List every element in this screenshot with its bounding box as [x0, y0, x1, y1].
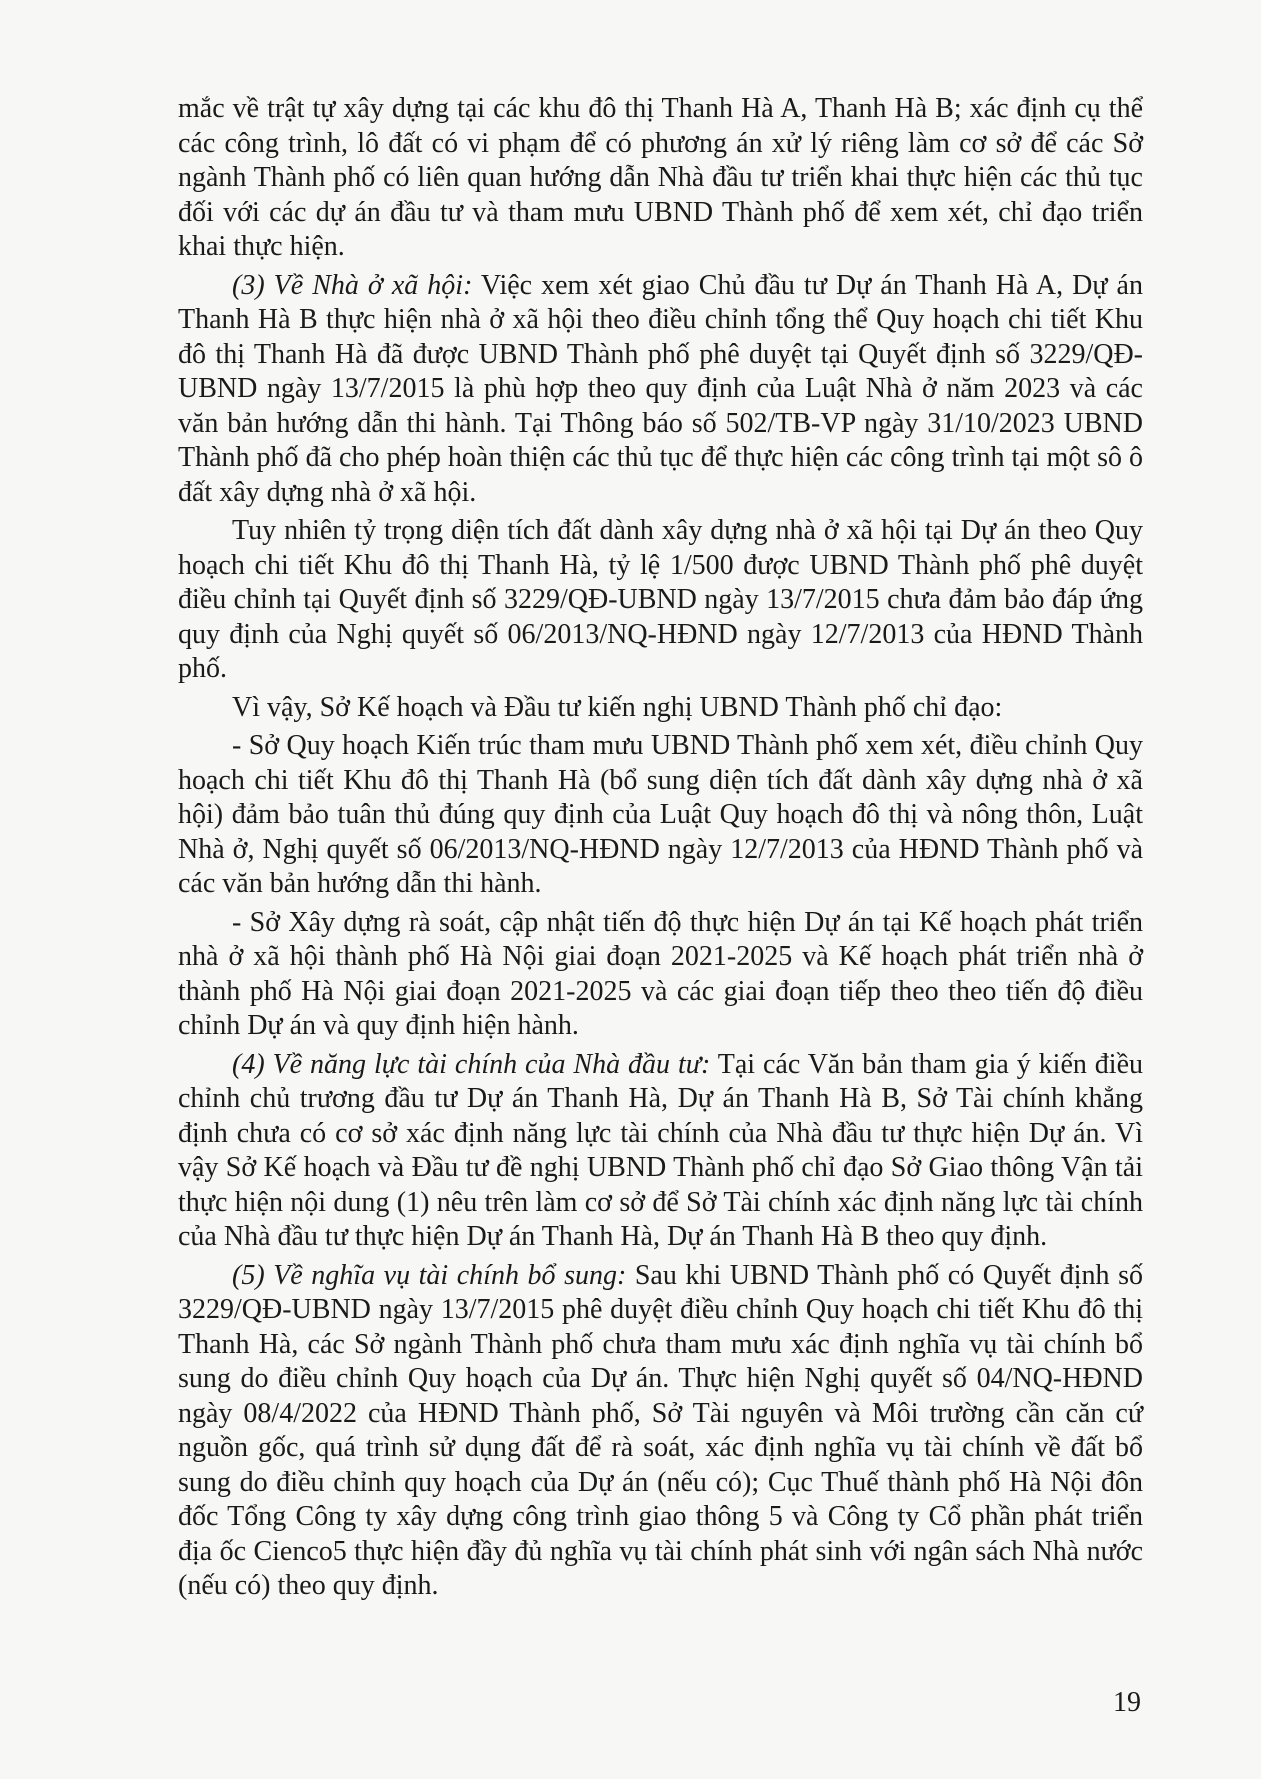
- section-heading-5: (5) Về nghĩa vụ tài chính bổ sung:: [232, 1259, 627, 1291]
- paragraph-text: Vì vậy, Sở Kế hoạch và Đầu tư kiến nghị UBND Thành phố chỉ đạo:: [232, 691, 1003, 723]
- page-number: 19: [1113, 1687, 1141, 1718]
- paragraph-recommendation-intro: [178, 691, 1143, 726]
- paragraph-land-ratio: [178, 514, 1143, 687]
- paragraph-text: - Sở Xây dựng rà soát, cập nhật tiến độ thực hiện Dự án tại Kế hoạch phát triển nhà ở xã hội thành phố Hà Nội giai đoạn 2021-2025 và Kế hoạch phát triển nhà ở thành phố Hà Nội giai đoạn 2021-2025 và các giai đoạn tiếp theo theo tiến độ điều chỉnh Dự án và quy định hiện hành.: [178, 906, 1143, 1041]
- paragraph-financial-obligation: [178, 1259, 1143, 1604]
- section-heading-3: (3) Về Nhà ở xã hội:: [232, 269, 473, 301]
- paragraph-continuation: [178, 92, 1143, 265]
- document-body: [178, 92, 1143, 1604]
- paragraph-text: Việc xem xét giao Chủ đầu tư Dự án Thanh Hà A, Dự án Thanh Hà B thực hiện nhà ở xã hội theo điều chỉnh tổng thể Quy hoạch chi tiết Khu đô thị Thanh Hà đã được UBND Thành phố phê duyệt tại Quyết định số 3229/QĐ-UBND ngày 13/7/2015 là phù hợp theo quy định của Luật Nhà ở năm 2023 và các văn bản hướng dẫn thi hành. Tại Thông báo số 502/TB-VP ngày 31/10/2023 UBND Thành phố đã cho phép hoàn thiện các thủ tục để thực hiện các công trình tại một sô ô đất xây dựng nhà ở xã hội.: [178, 269, 1143, 508]
- section-heading-4: (4) Về năng lực tài chính của Nhà đầu tư:: [232, 1048, 711, 1080]
- paragraph-text: Tuy nhiên tỷ trọng diện tích đất dành xây dựng nhà ở xã hội tại Dự án theo Quy hoạch chi tiết Khu đô thị Thanh Hà, tỷ lệ 1/500 được UBND Thành phố phê duyệt điều chỉnh tại Quyết định số 3229/QĐ-UBND ngày 13/7/2015 chưa đảm bảo đáp ứng quy định của Nghị quyết số 06/2013/NQ-HĐND ngày 12/7/2013 của HĐND Thành phố.: [178, 515, 1143, 684]
- paragraph-bullet-planning: [178, 729, 1143, 902]
- paragraph-social-housing: [178, 269, 1143, 511]
- paragraph-text: - Sở Quy hoạch Kiến trúc tham mưu UBND Thành phố xem xét, điều chỉnh Quy hoạch chi tiết Khu đô thị Thanh Hà (bổ sung diện tích đất dành xây dựng nhà ở xã hội) đảm bảo tuân thủ đúng quy định của Luật Quy hoạch đô thị và nông thôn, Luật Nhà ở, Nghị quyết số 06/2013/NQ-HĐND ngày 12/7/2013 của HĐND Thành phố và các văn bản hướng dẫn thi hành.: [178, 730, 1143, 899]
- paragraph-text: mắc về trật tự xây dựng tại các khu đô thị Thanh Hà A, Thanh Hà B; xác định cụ thể các công trình, lô đất có vi phạm để có phương án xử lý riêng làm cơ sở để các Sở ngành Thành phố có liên quan hướng dẫn Nhà đầu tư triển khai thực hiện các thủ tục đối với các dự án đầu tư và tham mưu UBND Thành phố để xem xét, chỉ đạo triển khai thực hiện.: [178, 93, 1143, 262]
- paragraph-text: Tại các Văn bản tham gia ý kiến điều chỉnh chủ trương đầu tư Dự án Thanh Hà, Dự án Thanh Hà B, Sở Tài chính khẳng định chưa có cơ sở xác định năng lực tài chính của Nhà đầu tư thực hiện Dự án. Vì vậy Sở Kế hoạch và Đầu tư đề nghị UBND Thành phố chỉ đạo Sở Giao thông Vận tải thực hiện nội dung (1) nêu trên làm cơ sở để Sở Tài chính xác định năng lực tài chính của Nhà đầu tư thực hiện Dự án Thanh Hà, Dự án Thanh Hà B theo quy định.: [178, 1048, 1144, 1252]
- paragraph-text: Sau khi UBND Thành phố có Quyết định số 3229/QĐ-UBND ngày 13/7/2015 phê duyệt điều chỉnh Quy hoạch chi tiết Khu đô thị Thanh Hà, các Sở ngành Thành phố chưa tham mưu xác định nghĩa vụ tài chính bổ sung do điều chỉnh Quy hoạch của Dự án. Thực hiện Nghị quyết số 04/NQ-HĐND ngày 08/4/2022 của HĐND Thành phố, Sở Tài nguyên và Môi trường cần căn cứ nguồn gốc, quá trình sử dụng đất để rà soát, xác định nghĩa vụ tài chính về đất bổ sung do điều chỉnh quy hoạch của Dự án (nếu có); Cục Thuế thành phố Hà Nội đôn đốc Tổng Công ty xây dựng công trình giao thông 5 và Công ty Cổ phần phát triển địa ốc Cienco5 thực hiện đầy đủ nghĩa vụ tài chính phát sinh với ngân sách Nhà nước (nếu có) theo quy định.: [178, 1259, 1143, 1601]
- paragraph-financial-capacity: [178, 1048, 1143, 1255]
- paragraph-bullet-construction: [178, 906, 1143, 1044]
